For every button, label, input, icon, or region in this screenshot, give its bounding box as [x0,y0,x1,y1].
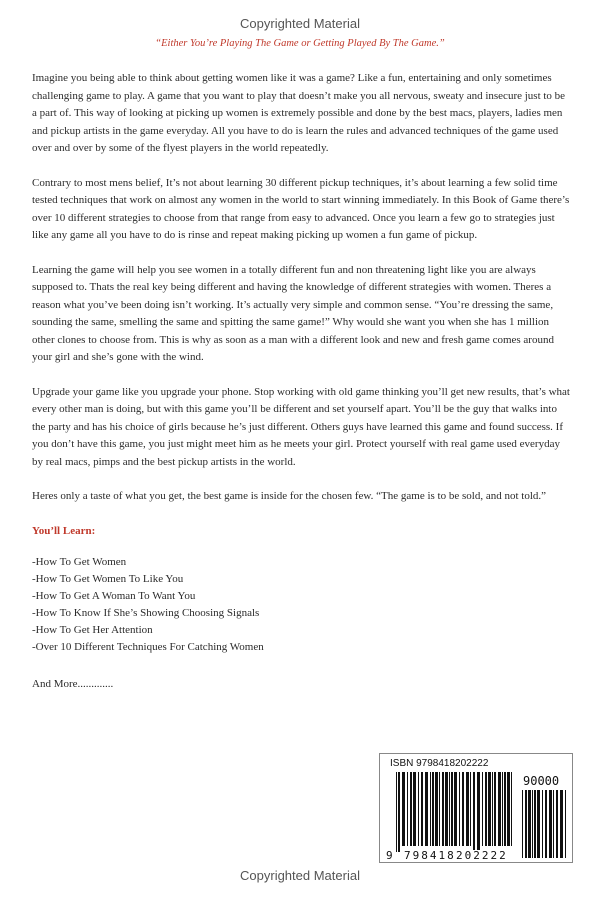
barcode-bar [534,790,536,858]
learn-item: -How To Get Women To Like You [32,573,184,585]
barcode-bar [435,772,438,846]
barcode-bar [473,772,475,852]
learn-item: -How To Get Her Attention [32,624,153,636]
barcode-bar [492,772,493,846]
barcode-bar [545,790,547,858]
barcode-bar [511,772,512,846]
barcode-bar [542,790,543,858]
learn-item: -How To Know If She’s Showing Choosing Signals [32,607,260,619]
paragraph-5: Heres only a taste of what you get, the best game is inside for the chosen few. “The game is to be sold, and not told.” [32,490,547,502]
barcode-bar [565,790,566,858]
learn-item: -How To Get A Woman To Want You [32,590,196,602]
barcode-digit-first: 9 [386,849,393,862]
paragraph-4: Upgrade your game like you upgrade your phone. Stop working with old game thinking you’ll get new results, that’s what every other man is doing, but with this game you’ll be different and set yourself apart. You’ll be the guy that walks into the party and has his choice of girls because he’s just different. Others guys have learned this game and found success. If you don’t have this game, you just might meet him as he meets your girl. Protect yourself with real game used everyday by real macs, pimps and the best pickup artists in the world. [32,385,570,468]
barcode-bar [442,772,444,846]
tagline: “Either You’re Playing The Game or Getting Played By The Game.” [155,38,445,49]
barcode-bar [553,790,554,858]
barcode-bar [398,772,400,852]
barcode-bar [413,772,416,846]
barcode-bar [425,772,428,846]
barcode-bar [439,772,440,846]
paragraph-2: Contrary to most mens belief, It’s not about learning 30 different pickup techniques, it’s about learning a few solid time tested techniques that work on almost any women in the world to start winning immediately. In this Book of Game there’s over 10 different strategies to choose from that range from easy to advanced. Once you learn a few go to strategies just like any game all you have to do is rinse and repeat making picking up women a fun game of pickup. [32,176,570,241]
barcode-bar [402,772,405,846]
barcode-bar [477,772,480,852]
barcode-bar [421,772,423,846]
learn-list [32,554,570,656]
learn-item: -Over 10 Different Techniques For Catching Women [32,641,264,653]
learn-heading: You’ll Learn: [32,524,96,537]
barcode-digits-left: 798418 [404,849,456,862]
barcode-bar [445,772,448,846]
barcode-bar [462,772,464,846]
barcode-bar [485,772,487,846]
barcode-bar [449,772,450,846]
barcode-graphic [380,754,574,864]
barcode-bar [466,772,469,846]
barcode-bar [396,772,397,852]
barcode-bar [537,790,540,858]
barcode-bar [502,772,503,846]
learn-item: -How To Get Women [32,556,127,568]
barcode-bar [522,790,523,858]
paragraph-3: Learning the game will help you see women in a totally different fun and non threatening light like you are always supposed to. Thats the real key being different and having the knowledge of different strategies with women. Theres a reason what you’ve been doing isn’t working. It’s actually very simple and common sense. “You’re dressing the same, sounding the same, smelling the same and spitting the same game!” Why would she want you when she has 1 million other clones to choose from. This is why as soon as a man with a different look and new and fresh game comes around your girl and she’s gone with the wind. [32,263,554,363]
barcode-bar [525,790,527,858]
barcode-bar [560,790,563,858]
barcode-bar [451,772,453,846]
barcode-bar [410,772,412,846]
barcode-bar [418,772,419,846]
isbn-label: ISBN 9798418202222 [390,758,489,769]
isbn-barcode-box [379,753,573,863]
barcode-bar [549,790,552,858]
barcode-bar [528,790,531,858]
barcode-bar [432,772,434,846]
barcode-bar [498,772,501,846]
and-more-text: And More............. [32,678,114,690]
barcode-bar [430,772,431,846]
paragraph-1: Imagine you being able to think about getting women like it was a game? Like a fun, entertaining and only sometimes challenging game to play. A game that you want to play that doesn’t make you all nervous, sweaty and insecure just to be a part of. This way of looking at picking up women is extremely possible and done by the best macs, players, ladies men and pickup artists in the game everyday. All you have to do is learn the rules and advanced techniques of the game used over and over by some of the flyest players in the world repeatedly. [32,72,566,154]
barcode-bar [407,772,408,846]
price-code: 90000 [523,774,560,788]
barcode-bar [454,772,457,846]
back-cover-text [32,70,570,694]
barcode-bar [482,772,483,846]
barcode-digits-right: 202222 [456,849,508,862]
barcode-bar [488,772,491,846]
barcode-bar [532,790,533,858]
barcode-bar [507,772,510,846]
copyright-watermark-bottom: Copyrighted Material [240,868,360,883]
barcode-bar [470,772,471,846]
barcode-bar [494,772,496,846]
barcode-bar [504,772,506,846]
barcode-bar [556,790,558,858]
copyright-watermark-top: Copyrighted Material [240,16,360,31]
barcode-bar [459,772,460,846]
